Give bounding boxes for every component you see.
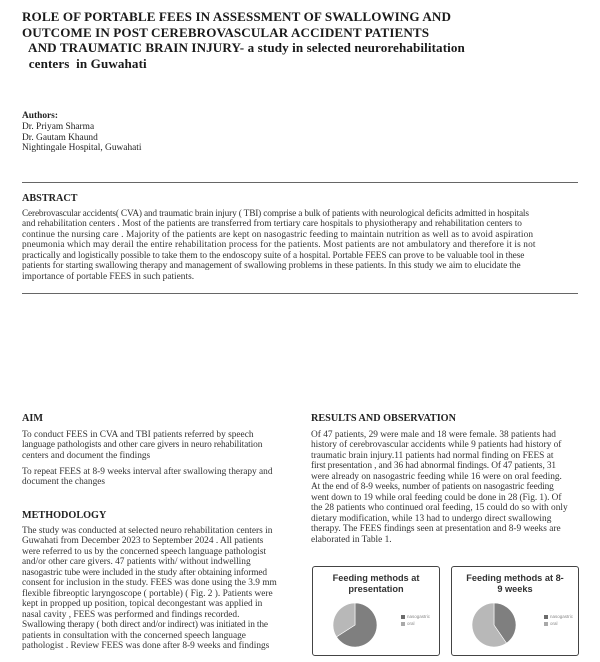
abstract-line: importance of portable FEES in such patients. <box>22 271 195 282</box>
methodology-line: pathologist . Review FEES was done after 8-9 weeks and findings <box>22 640 270 651</box>
results-line: went down to 19 while oral feeding could be done in 28 (Fig. 1). Of <box>311 492 562 503</box>
legend-label: oral <box>407 621 415 626</box>
methodology-line: The study was conducted at selected neuro rehabilitation centers in <box>22 526 273 536</box>
aim-line: document the changes <box>22 477 106 488</box>
authors-block <box>22 111 142 154</box>
methodology-line: nasogastric tube were included in the study after obtaining informed <box>22 567 267 578</box>
title-line: AND TRAUMATIC BRAIN INJURY- a study in selected neurorehabilitation <box>22 40 465 55</box>
results-heading: RESULTS AND OBSERVATION <box>311 413 456 424</box>
methodology-line: nasal cavity , FEES was performed and findings recorded. <box>22 609 240 620</box>
chart-title-line: presentation <box>348 584 404 594</box>
chart-title-line: 9 weeks <box>497 584 533 594</box>
methodology-line: Guwahati from December 2023 to September 2024 . All patients <box>22 536 264 547</box>
methodology-line: kept in propped up position, topical decongestant was applied in <box>22 599 263 610</box>
legend-label: nasogastric <box>407 614 431 619</box>
methodology-line: consent for inclusion in the study. FEES was done using the 3.9 mm <box>22 578 277 589</box>
authors-label: Authors: <box>22 111 58 121</box>
legend-swatch <box>401 622 405 626</box>
aim-line: To repeat FEES at 8-9 weeks interval after swallowing therapy and <box>22 467 273 477</box>
divider <box>22 182 578 183</box>
results-line: first presentation , and 36 had abnormal findings. Of 47 patients, 31 <box>311 461 556 472</box>
results-line: dietary modification, while 13 had to undergo direct swallowing <box>311 513 552 524</box>
methodology-line: flexible fibreoptic laryngoscope ( portable) ( Fig. 2 ). Patients were <box>22 588 273 599</box>
legend-swatch <box>544 622 548 626</box>
abstract-line: Cerebrovascular accidents( CVA) and traumatic brain injury ( TBI) comprise a bulk of patients with neurological deficits admitted in hospitals <box>22 209 529 219</box>
methodology-line: were referred to us by the concerned speech language pathologist <box>22 546 267 557</box>
chart-title-line: Feeding methods at 8- <box>466 573 564 583</box>
pie-plot-presentation <box>313 567 441 657</box>
author-name: Dr. Gautam Khaund <box>22 132 98 143</box>
abstract-line: continue the nursing care . Majority of the patients are kept on nasogastric feeding to maintain nutrition as well as to avoid aspiration <box>22 229 534 240</box>
divider <box>22 293 578 294</box>
chart-legend <box>544 613 573 627</box>
paper-title <box>22 9 562 71</box>
methodology-line: patients in consultation with the concerned speech language <box>22 630 246 641</box>
abstract-body <box>22 209 578 282</box>
methodology-body <box>22 526 296 651</box>
legend-swatch <box>401 615 405 619</box>
aim-para-2 <box>22 467 294 488</box>
author-name: Dr. Priyam Sharma <box>22 121 95 132</box>
pie-plot-8-9-weeks <box>452 567 580 657</box>
methodology-line: and/or other care givers. 47 patients with/ without indwelling <box>22 557 251 568</box>
legend-label: nasogastric <box>550 614 574 619</box>
chart-legend <box>401 613 430 627</box>
results-body <box>311 430 583 545</box>
abstract-line: patients for starting swallowing therapy and management of swallowing problems in these patients. In this study we aim to elucidate the <box>22 261 521 272</box>
aim-line: centers and document the findings <box>22 450 151 461</box>
legend-item <box>544 620 573 627</box>
abstract-heading: ABSTRACT <box>22 193 78 204</box>
results-line: At the end of 8-9 weeks, number of patients on nasogastric feeding <box>311 482 554 493</box>
legend-item <box>544 613 573 620</box>
pie-chart-presentation <box>312 566 440 656</box>
legend-item <box>401 620 430 627</box>
pie-chart-8-9-weeks <box>451 566 579 656</box>
aim-para-1 <box>22 430 294 461</box>
results-line: history of cerebrovascular accidents while 9 patients had history of <box>311 440 562 451</box>
results-line: traumatic brain injury.11 patients had normal finding on FEES at <box>311 450 554 461</box>
results-line: elaborated in Table 1. <box>311 534 392 545</box>
results-line: therapy. The FEES findings seen at presentation and 8-9 weeks are <box>311 524 561 535</box>
legend-swatch <box>544 615 548 619</box>
abstract-line: and rehabilitation centers . Most of the patients are transferred from tertiary care hospitals to physiotherapy and rehabilitation centers to <box>22 219 522 230</box>
methodology-heading: METHODOLOGY <box>22 510 107 521</box>
results-line: Of 47 patients, 29 were male and 18 were female. 38 patients had <box>311 430 556 440</box>
chart-title-line: Feeding methods at <box>332 573 420 583</box>
title-line: OUTCOME IN POST CEREBROVASCULAR ACCIDENT PATIENTS <box>22 24 430 40</box>
legend-item <box>401 613 430 620</box>
aim-line: To conduct FEES in CVA and TBI patients referred by speech <box>22 430 254 440</box>
legend-label: oral <box>550 621 558 626</box>
title-line: ROLE OF PORTABLE FEES IN ASSESSMENT OF SWALLOWING AND <box>22 9 452 24</box>
abstract-line: practically and logistically possible to take them to the endoscopy suite of a hospital. Portable FEES can prove to be valuable tool in these <box>22 250 525 261</box>
aim-line: language pathologists and other care givers in neuro rehabilitation <box>22 440 263 451</box>
affiliation: Nightingale Hospital, Guwahati <box>22 143 142 154</box>
title-line: centers in Guwahati <box>22 55 147 71</box>
results-line: the 28 patients who continued oral feeding, 15 could do so with only <box>311 503 568 514</box>
abstract-line: pneumonia which may derail the entire rehabilitation process for the patients. Most patients are not ambulatory and therefore it is not <box>22 240 536 251</box>
aim-heading: AIM <box>22 413 43 424</box>
results-line: were already on nasogastric feeding while 16 were on oral feeding. <box>311 471 562 482</box>
methodology-line: Swallowing therapy ( both direct and/or indirect) was initiated in the <box>22 620 268 631</box>
